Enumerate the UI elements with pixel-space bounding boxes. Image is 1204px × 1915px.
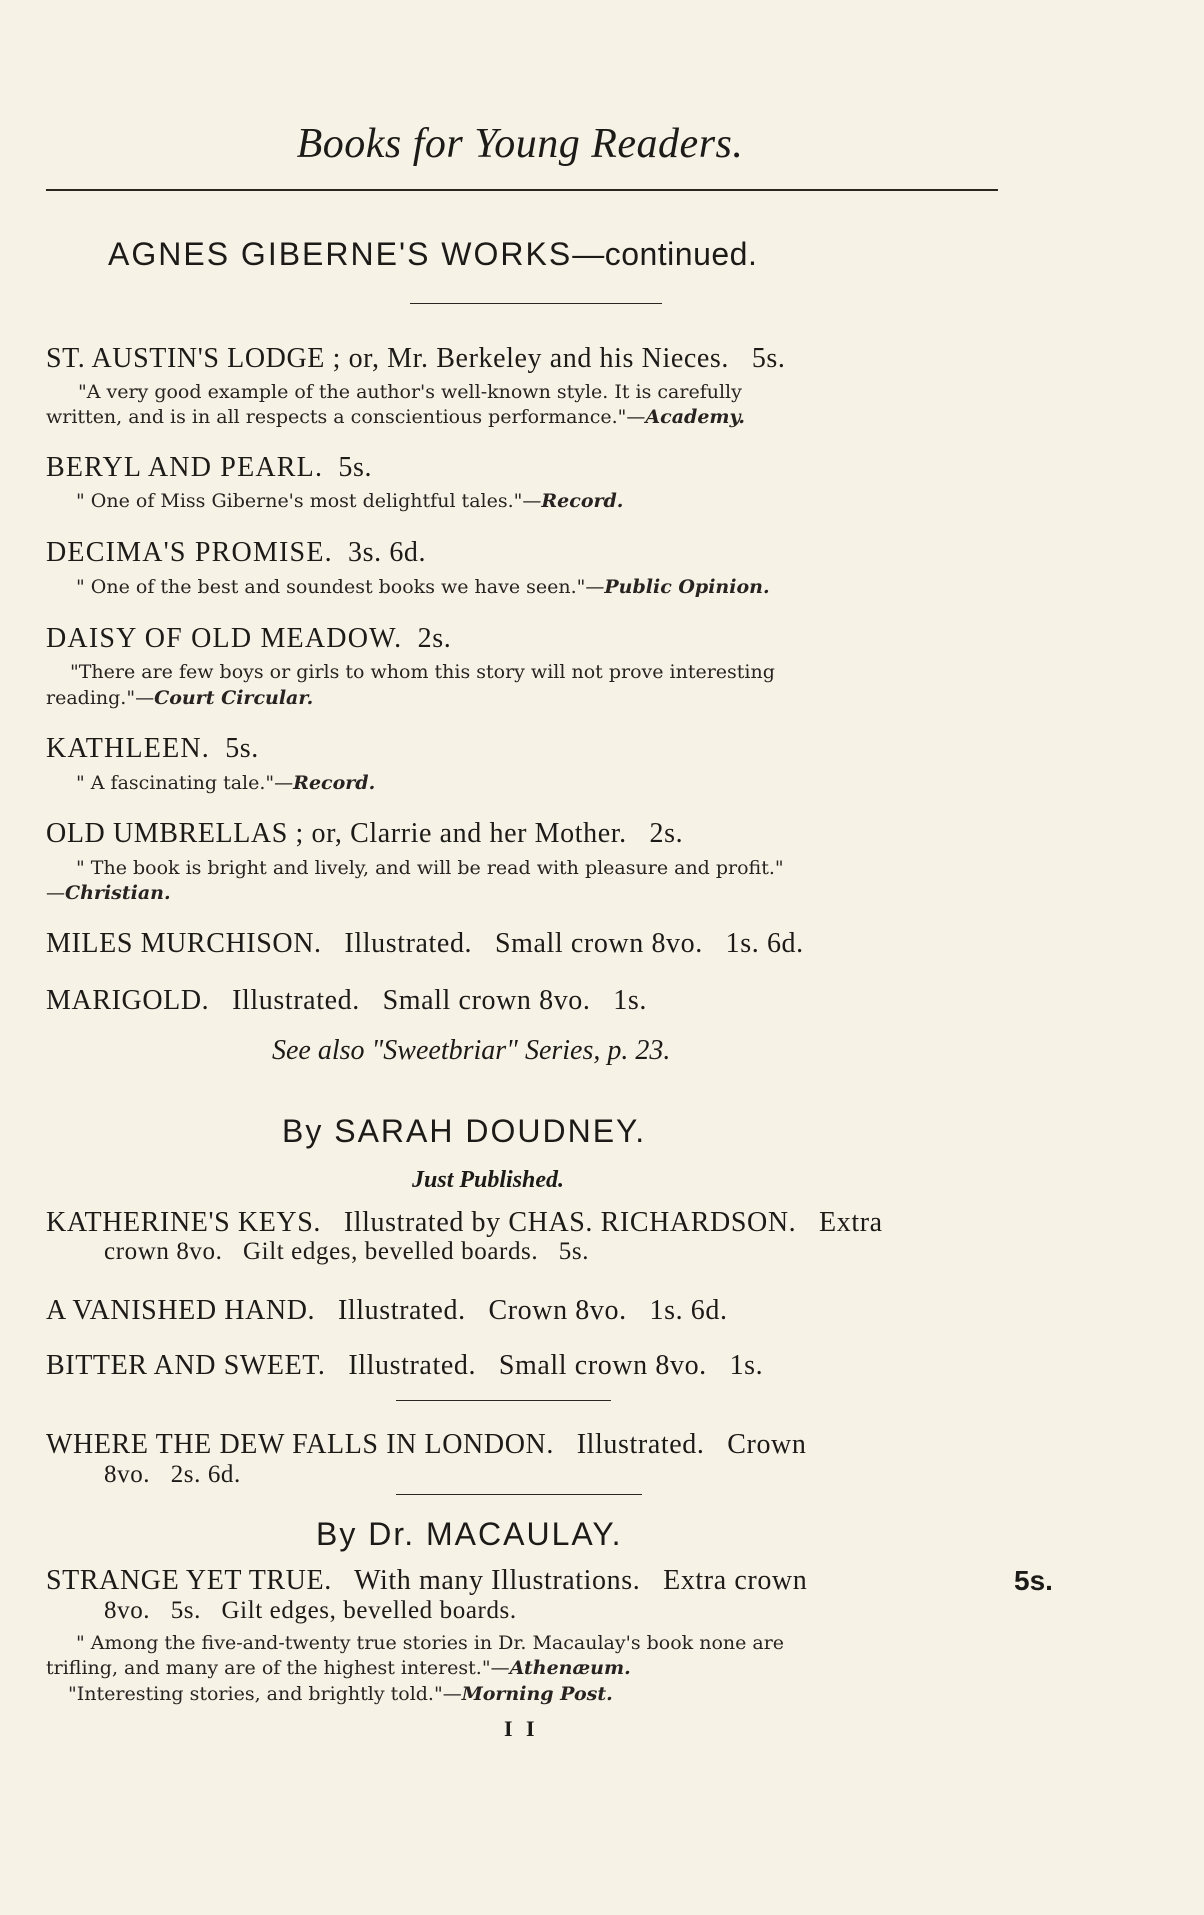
review-source: Court Circular. bbox=[154, 687, 314, 709]
entry-price: 5s. bbox=[225, 733, 259, 764]
entry-miles-murchison: MILES MURCHISON. Illustrated. Small crown 8vo. 1s. 6d. bbox=[46, 928, 804, 959]
review-quote: written, and is in all respects a conscientious performance."—Academy. bbox=[46, 406, 745, 428]
entry-strange-yet-true-cont: 8vo. 5s. Gilt edges, bevelled boards. bbox=[104, 1597, 517, 1624]
entry-price: 3s. 6d. bbox=[348, 537, 427, 568]
entry-katherines-keys-cont: crown 8vo. Gilt edges, bevelled boards. 5s. bbox=[104, 1238, 590, 1265]
entry-price: 2s. bbox=[649, 818, 684, 849]
entry-bitter-and-sweet: BITTER AND SWEET. Illustrated. Small crown 8vo. 1s. bbox=[46, 1350, 764, 1381]
entry-title: ST. AUSTIN'S LODGE ; or, Mr. Berkeley and his Nieces. 5s. bbox=[46, 343, 786, 374]
entry-title: KATHLEEN. 5s. bbox=[46, 733, 259, 764]
entry-dew-falls: WHERE THE DEW FALLS IN LONDON. Illustrated. Crown bbox=[46, 1429, 807, 1460]
page-number: I I bbox=[504, 1716, 539, 1741]
review-quote: reading."—Court Circular. bbox=[46, 687, 314, 709]
see-also-note: See also "Sweetbriar" Series, p. 23. bbox=[272, 1035, 671, 1066]
review-source: Morning Post. bbox=[461, 1683, 613, 1705]
entry-katherines-keys: KATHERINE'S KEYS. Illustrated by CHAS. RICHARDSON. Extra bbox=[46, 1207, 883, 1238]
review-quote: trifling, and many are of the highest interest."—Athenæum. bbox=[46, 1657, 631, 1679]
entry-title: BERYL AND PEARL. 5s. bbox=[46, 452, 373, 483]
review-quote: —Christian. bbox=[46, 882, 171, 904]
entry-price: 2s. bbox=[417, 623, 452, 654]
header-rule bbox=[46, 189, 998, 191]
review-quote: "A very good example of the author's well-known style. It is carefully bbox=[78, 381, 742, 403]
section-rule-1 bbox=[410, 303, 662, 304]
entry-price: 5s. bbox=[338, 452, 373, 483]
section-title-continued: —continued. bbox=[572, 236, 758, 272]
divider-rule bbox=[396, 1400, 611, 1401]
review-quote: "Interesting stories, and brightly told."—Morning Post. bbox=[68, 1683, 613, 1705]
running-head: Books for Young Readers. bbox=[296, 121, 744, 167]
section-title-gibberne bbox=[108, 236, 757, 273]
entry-strange-yet-true: STRANGE YET TRUE. With many Illustrations. Extra crown bbox=[46, 1565, 808, 1596]
review-quote: " The book is bright and lively, and will be read with pleasure and profit." bbox=[76, 857, 784, 879]
review-source: Christian. bbox=[65, 882, 171, 904]
section-title-caps: AGNES GIBERNE'S WORKS bbox=[108, 236, 573, 272]
review-quote: " One of Miss Giberne's most delightful tales."—Record. bbox=[76, 490, 624, 512]
section-rule-2 bbox=[396, 1494, 642, 1495]
review-source: Academy. bbox=[645, 406, 745, 428]
section-title-doudney: By SARAH DOUDNEY. bbox=[282, 1113, 647, 1149]
entry-title: OLD UMBRELLAS ; or, Clarrie and her Mother. 2s. bbox=[46, 818, 684, 849]
review-quote: "There are few boys or girls to whom this story will not prove interesting bbox=[70, 661, 775, 683]
entry-title: DECIMA'S PROMISE. 3s. 6d. bbox=[46, 537, 427, 568]
entry-price: 5s. bbox=[751, 343, 786, 374]
review-source: Record. bbox=[541, 490, 624, 512]
entry-marigold: MARIGOLD. Illustrated. Small crown 8vo. 1s. bbox=[46, 985, 648, 1016]
section-title-macaulay: By Dr. MACAULAY. bbox=[316, 1516, 623, 1552]
review-source: Public Opinion. bbox=[604, 576, 770, 598]
review-quote: " A fascinating tale."—Record. bbox=[76, 772, 376, 794]
margin-price: 5s. bbox=[1014, 1565, 1053, 1596]
review-quote: " Among the five-and-twenty true stories in Dr. Macaulay's book none are bbox=[76, 1632, 785, 1654]
section-subtitle: Just Published. bbox=[412, 1167, 565, 1193]
review-source: Athenæum. bbox=[509, 1657, 631, 1679]
entry-dew-falls-cont: 8vo. 2s. 6d. bbox=[104, 1461, 241, 1488]
review-quote: " One of the best and soundest books we have seen."—Public Opinion. bbox=[76, 576, 770, 598]
entry-title: DAISY OF OLD MEADOW. 2s. bbox=[46, 623, 452, 654]
entry-vanished-hand: A VANISHED HAND. Illustrated. Crown 8vo. 1s. 6d. bbox=[46, 1295, 728, 1326]
review-source: Record. bbox=[293, 772, 376, 794]
